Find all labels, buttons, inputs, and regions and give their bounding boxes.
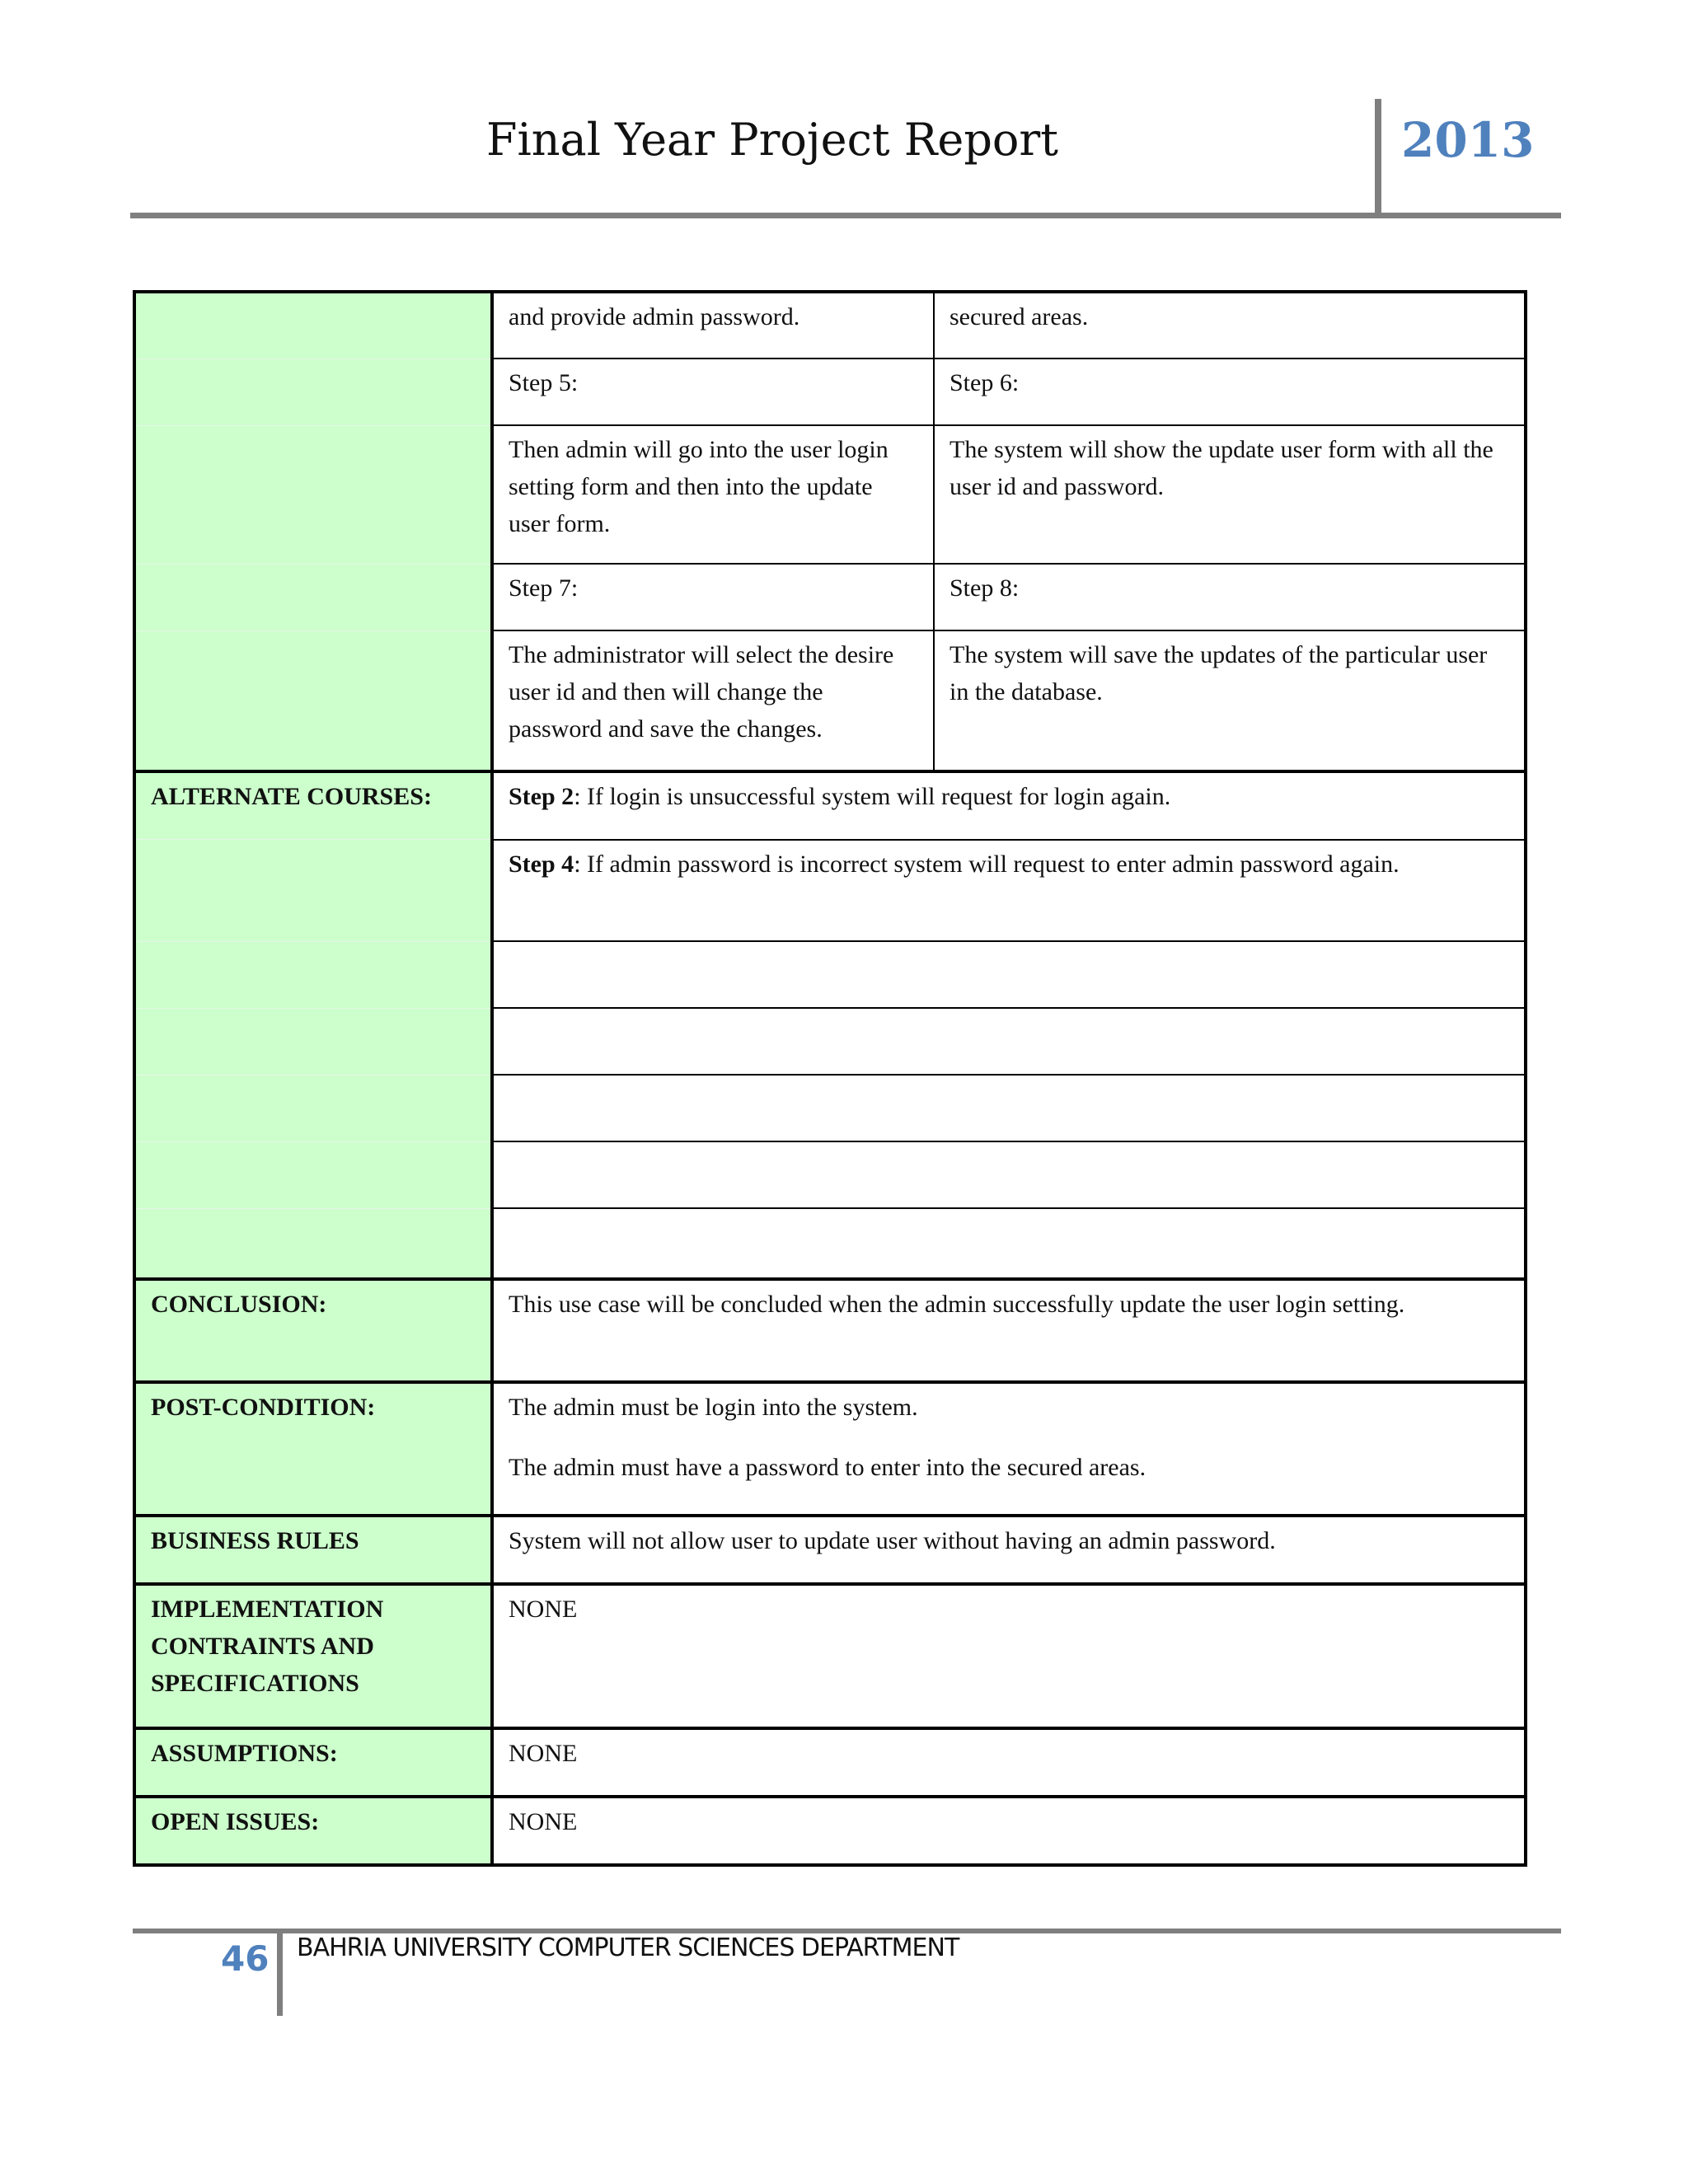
step-cell-right: The system will show the update user form with all the user id and password. bbox=[934, 425, 1526, 564]
page-number: 46 bbox=[221, 1938, 270, 1979]
report-title: Final Year Project Report bbox=[486, 114, 1058, 166]
table-row bbox=[134, 1382, 1526, 1516]
table-label-cell bbox=[134, 564, 492, 630]
alternate-courses-label: ALTERNATE COURSES: bbox=[134, 771, 492, 840]
post-condition-value bbox=[492, 1382, 1526, 1516]
table-label-cell bbox=[134, 425, 492, 564]
open-issues-value: NONE bbox=[492, 1797, 1526, 1865]
table-label-cell bbox=[134, 1208, 492, 1278]
step-cell-left: Then admin will go into the user login setting form and then into the update user form. bbox=[492, 425, 934, 564]
report-year: 2013 bbox=[1401, 112, 1535, 168]
alternate-course-cell bbox=[492, 840, 1526, 942]
table-row bbox=[134, 359, 1526, 425]
implementation-label: IMPLEMENTATION CONTRAINTS AND SPECIFICATIONS bbox=[134, 1584, 492, 1727]
table-label-cell bbox=[134, 359, 492, 425]
assumptions-label: ASSUMPTIONS: bbox=[134, 1728, 492, 1797]
alternate-step-text: : If login is unsuccessful system will request for login again. bbox=[574, 782, 1171, 810]
spacer bbox=[509, 1426, 1509, 1449]
step-cell-right: The system will save the updates of the particular user in the database. bbox=[934, 630, 1526, 771]
table-row bbox=[134, 292, 1526, 359]
footer-divider bbox=[277, 1929, 283, 2016]
step-cell-left: Step 7: bbox=[492, 564, 934, 630]
table-label-cell bbox=[134, 840, 492, 942]
step-cell-left: and provide admin password. bbox=[492, 292, 934, 359]
header-rule bbox=[130, 213, 1561, 218]
table-label-cell bbox=[134, 1141, 492, 1208]
table-row bbox=[134, 1584, 1526, 1727]
post-condition-line: The admin must have a password to enter into the secured areas. bbox=[509, 1454, 1146, 1482]
table-row bbox=[134, 564, 1526, 630]
business-rules-label: BUSINESS RULES bbox=[134, 1516, 492, 1584]
alternate-step-text: : If admin password is incorrect system will request to enter admin password again. bbox=[574, 850, 1400, 878]
empty-cell bbox=[492, 1075, 1526, 1141]
step-cell-right: Step 8: bbox=[934, 564, 1526, 630]
table-row bbox=[134, 1797, 1526, 1865]
step-cell-left: Step 5: bbox=[492, 359, 934, 425]
implementation-value: NONE bbox=[492, 1584, 1526, 1727]
table-label-cell bbox=[134, 1075, 492, 1141]
table-label-cell bbox=[134, 630, 492, 771]
table-row bbox=[134, 1208, 1526, 1278]
open-issues-label: OPEN ISSUES: bbox=[134, 1797, 492, 1865]
table-label-cell bbox=[134, 1008, 492, 1075]
post-condition-label: POST-CONDITION: bbox=[134, 1382, 492, 1516]
assumptions-value: NONE bbox=[492, 1728, 1526, 1797]
table-row bbox=[134, 941, 1526, 1008]
table-label-cell bbox=[134, 292, 492, 359]
step-cell-right: Step 6: bbox=[934, 359, 1526, 425]
table-row bbox=[134, 425, 1526, 564]
business-rules-value: System will not allow user to update user without having an admin password. bbox=[492, 1516, 1526, 1584]
department-name: BAHRIA UNIVERSITY COMPUTER SCIENCES DEPARTMENT bbox=[297, 1933, 959, 1962]
table-row bbox=[134, 630, 1526, 771]
table-label-cell bbox=[134, 941, 492, 1008]
alternate-step-ref: Step 4 bbox=[509, 850, 574, 878]
table-row bbox=[134, 1008, 1526, 1075]
alternate-step-ref: Step 2 bbox=[509, 782, 574, 810]
empty-cell bbox=[492, 1008, 1526, 1075]
conclusion-label: CONCLUSION: bbox=[134, 1279, 492, 1383]
table-row bbox=[134, 1075, 1526, 1141]
empty-cell bbox=[492, 1208, 1526, 1278]
step-cell-left: The administrator will select the desire user id and then will change the password and save the changes. bbox=[492, 630, 934, 771]
conclusion-value: This use case will be concluded when the admin successfully update the user login setting. bbox=[492, 1279, 1526, 1383]
header-divider bbox=[1375, 99, 1381, 216]
table-row bbox=[134, 1279, 1526, 1383]
empty-cell bbox=[492, 941, 1526, 1008]
post-condition-line: The admin must be login into the system. bbox=[509, 1394, 918, 1422]
table-row bbox=[134, 1141, 1526, 1208]
table-row bbox=[134, 840, 1526, 942]
table-row bbox=[134, 1516, 1526, 1584]
use-case-table bbox=[133, 290, 1527, 1867]
table-row bbox=[134, 1728, 1526, 1797]
table-row bbox=[134, 771, 1526, 840]
empty-cell bbox=[492, 1141, 1526, 1208]
alternate-course-cell bbox=[492, 771, 1526, 840]
step-cell-right: secured areas. bbox=[934, 292, 1526, 359]
